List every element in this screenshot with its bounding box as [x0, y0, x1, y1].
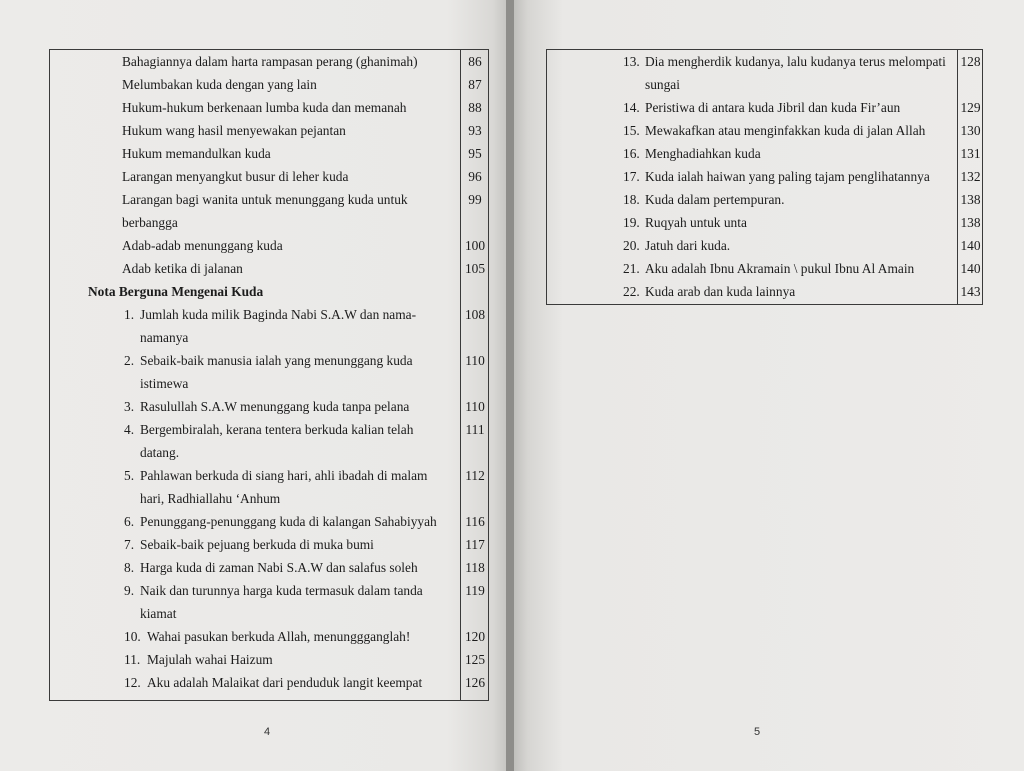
toc-entry-number: 7. [124, 537, 135, 552]
toc-entry-continuation: hari, Radhiallahu ‘Anhum [140, 491, 281, 506]
toc-entry-title: Aku adalah Ibnu Akramain \ pukul Ibnu Al Amain [645, 261, 915, 276]
toc-table-left [49, 49, 489, 701]
toc-table-right [546, 49, 983, 305]
page-number: 4 [264, 726, 271, 738]
toc-entry-title: Ruqyah untuk unta [645, 215, 747, 230]
toc-entry-page: 132 [960, 169, 981, 184]
toc-entry-title: Hukum wang hasil menyewakan pejantan [122, 123, 346, 138]
toc-entry [50, 579, 488, 621]
toc-entry-title: Adab-adab menunggang kuda [122, 238, 283, 253]
toc-entry-title: Sebaik-baik manusia ialah yang menunggang kuda [140, 353, 413, 368]
toc-entry-number: 11. [124, 652, 141, 667]
book-spine [506, 0, 514, 771]
toc-entry-number: 4. [124, 422, 135, 437]
toc-entry [50, 73, 488, 96]
toc-entry [50, 234, 488, 257]
page-number: 5 [754, 726, 761, 738]
toc-entry [547, 142, 982, 165]
toc-entry-title: Hukum memandulkan kuda [122, 146, 271, 161]
toc-entry [50, 671, 488, 694]
toc-entry [547, 96, 982, 119]
toc-entry-title: Harga kuda di zaman Nabi S.A.W dan salafus soleh [140, 560, 418, 575]
toc-entry-number: 22. [623, 284, 640, 299]
toc-entry-number: 21. [623, 261, 640, 276]
toc-entry-number: 14. [623, 100, 640, 115]
toc-entry-page: 138 [960, 215, 981, 230]
toc-entry-page: 88 [468, 100, 482, 115]
toc-entry [547, 234, 982, 257]
toc-entry-page: 131 [960, 146, 981, 161]
toc-entry-page: 110 [465, 353, 485, 368]
toc-entry-page: 105 [464, 261, 486, 276]
toc-entry-page: 143 [960, 284, 981, 299]
toc-entry-title: Hukum-hukum berkenaan lumba kuda dan memanah [122, 100, 407, 115]
toc-entry-title: Jatuh dari kuda. [645, 238, 731, 253]
toc-entry [50, 418, 488, 460]
toc-entry-title: Larangan menyangkut busur di leher kuda [122, 169, 349, 184]
toc-entry-page: 117 [465, 537, 485, 552]
toc-entry-number: 2. [124, 353, 135, 368]
toc-entry-number: 5. [124, 468, 135, 483]
toc-entry-title: Penunggang-penunggang kuda di kalangan Sahabiyyah [140, 514, 437, 529]
toc-entry [50, 142, 488, 165]
toc-entry-page: 129 [960, 100, 981, 115]
toc-entry [547, 165, 982, 188]
toc-entry [547, 280, 982, 303]
toc-entry-page: 120 [464, 629, 486, 644]
toc-entry-number: 3. [124, 399, 135, 414]
toc-entry-number: 17. [623, 169, 640, 184]
toc-entry-page: 86 [468, 54, 482, 69]
toc-entry-title: Melumbakan kuda dengan yang lain [122, 77, 317, 92]
toc-entry-title: Menghadiahkan kuda [645, 146, 761, 161]
toc-entry-number: 10. [124, 629, 141, 644]
toc-entry-title: Kuda ialah haiwan yang paling tajam penglihatannya [645, 169, 930, 184]
toc-entry-page: 125 [464, 652, 486, 667]
toc-entry-page: 112 [465, 468, 485, 483]
toc-entry-page: 128 [960, 54, 981, 69]
toc-entry-continuation: datang. [140, 445, 180, 460]
toc-entry-number: 8. [124, 560, 135, 575]
toc-entry-title: Kuda dalam pertempuran. [645, 192, 785, 207]
toc-entry [50, 510, 488, 533]
toc-entry-page: 140 [960, 261, 981, 276]
toc-entry-page: 93 [468, 123, 482, 138]
toc-entry [50, 556, 488, 579]
toc-entry-title: Rasulullah S.A.W menunggang kuda tanpa pelana [140, 399, 410, 414]
toc-entry-number: 18. [623, 192, 640, 207]
toc-entry [547, 211, 982, 234]
toc-entry-title: Jumlah kuda milik Baginda Nabi S.A.W dan nama- [140, 307, 417, 322]
toc-entry [547, 257, 982, 280]
toc-entry [50, 119, 488, 142]
toc-entry [547, 188, 982, 211]
toc-entry-page: 118 [465, 560, 485, 575]
toc-entry [50, 50, 488, 73]
toc-entry-number: 6. [124, 514, 135, 529]
toc-entry-title: Larangan bagi wanita untuk menunggang kuda untuk [122, 192, 408, 207]
toc-entry-number: 13. [623, 54, 640, 69]
toc-entry-page: 126 [464, 675, 486, 690]
toc-entry-number: 16. [623, 146, 640, 161]
toc-entry-page: 99 [468, 192, 482, 207]
toc-entry-page: 96 [468, 169, 482, 184]
toc-entry-title: Peristiwa di antara kuda Jibril dan kuda Fir’aun [645, 100, 901, 115]
toc-entry-page: 87 [468, 77, 482, 92]
toc-entry-page: 119 [465, 583, 485, 598]
toc-entry-continuation: sungai [645, 77, 680, 92]
toc-entry [50, 96, 488, 119]
toc-entry-title: Adab ketika di jalanan [122, 261, 243, 276]
toc-entry-title: Aku adalah Malaikat dari penduduk langit keempat [147, 675, 423, 690]
toc-entry-continuation: namanya [140, 330, 189, 345]
toc-entry-continuation: istimewa [140, 376, 189, 391]
toc-entry [50, 257, 488, 280]
toc-entry-title: Bahagiannya dalam harta rampasan perang (ghanimah) [122, 54, 418, 69]
toc-entry [50, 165, 488, 188]
toc-entry-title: Dia mengherdik kudanya, lalu kudanya terus melompati [645, 54, 946, 69]
toc-entry-number: 19. [623, 215, 640, 230]
toc-entry-title: Pahlawan berkuda di siang hari, ahli ibadah di malam [140, 468, 428, 483]
toc-entry-page: 140 [960, 238, 981, 253]
toc-entry-number: 9. [124, 583, 135, 598]
toc-entry-number: 15. [623, 123, 640, 138]
toc-entry-page: 111 [465, 422, 485, 437]
toc-entry [50, 303, 488, 345]
toc-entry [547, 119, 982, 142]
toc-entry [50, 464, 488, 506]
toc-entry-title: Wahai pasukan berkuda Allah, menunggganglah! [147, 629, 411, 644]
toc-entry-page: 108 [464, 307, 486, 322]
toc-entry-page: 110 [465, 399, 485, 414]
section-heading: Nota Berguna Mengenai Kuda [88, 284, 264, 299]
section-heading-row [50, 280, 488, 303]
toc-entry [547, 50, 982, 92]
toc-entry-page: 100 [464, 238, 486, 253]
toc-entry-page: 116 [465, 514, 485, 529]
toc-entry-page: 138 [960, 192, 981, 207]
toc-entry [50, 349, 488, 391]
toc-entry-page: 95 [468, 146, 482, 161]
toc-entry-number: 12. [124, 675, 141, 690]
toc-entry-title: Sebaik-baik pejuang berkuda di muka bumi [140, 537, 374, 552]
toc-entry-title: Kuda arab dan kuda lainnya [645, 284, 796, 299]
toc-entry [50, 533, 488, 556]
toc-entry [50, 188, 488, 230]
toc-entry-title: Naik dan turunnya harga kuda termasuk dalam tanda [140, 583, 423, 598]
toc-entry-title: Majulah wahai Haizum [147, 652, 273, 667]
toc-entry [50, 648, 488, 671]
toc-entry-title: Bergembiralah, kerana tentera berkuda kalian telah [140, 422, 414, 437]
toc-entry-continuation: kiamat [140, 606, 177, 621]
toc-entry-number: 20. [623, 238, 640, 253]
toc-entry-continuation: berbangga [122, 215, 178, 230]
toc-entry-number: 1. [124, 307, 135, 322]
toc-entry [50, 625, 488, 648]
toc-entry [50, 395, 488, 418]
toc-entry-page: 130 [960, 123, 981, 138]
toc-entry-title: Mewakafkan atau menginfakkan kuda di jalan Allah [645, 123, 926, 138]
